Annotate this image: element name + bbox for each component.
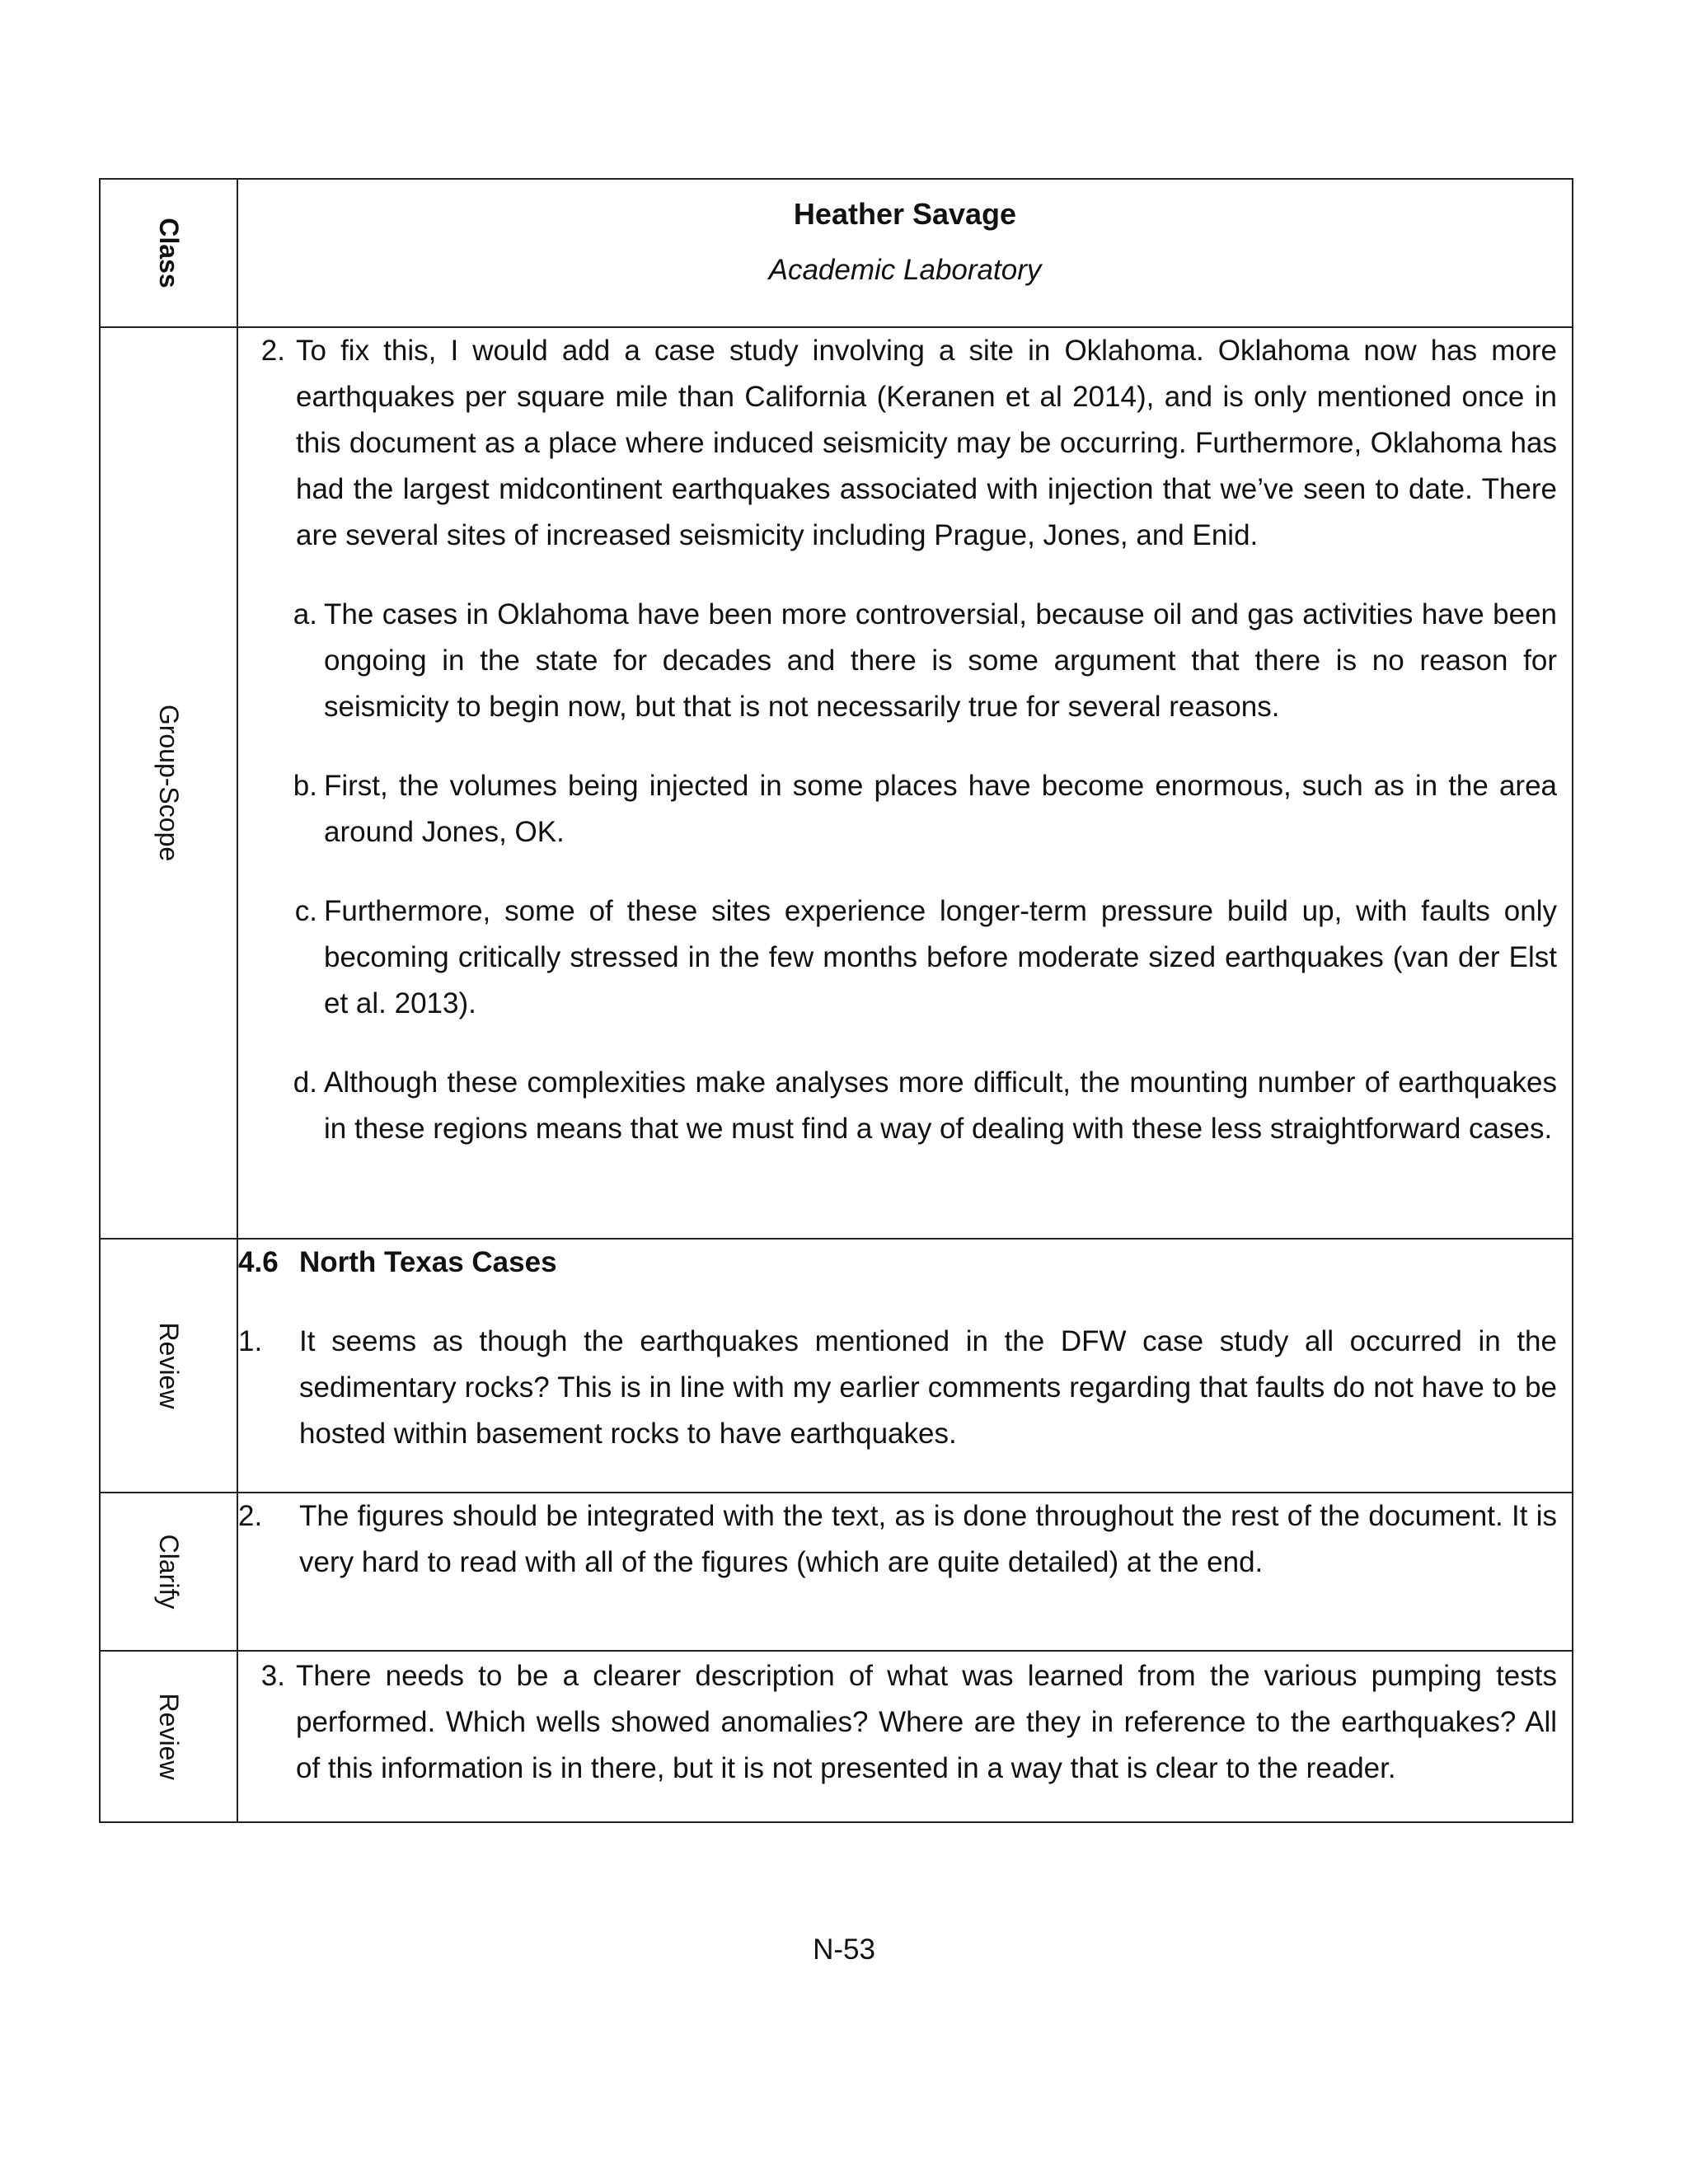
row-label-cell (100, 179, 237, 327)
section-title: North Texas Cases (299, 1246, 557, 1278)
row-label-class: Class (153, 218, 184, 288)
row-label-cell (100, 1493, 237, 1651)
item-text: To fix this, I would add a case study involving a site in Oklahoma. Oklahoma now has more earthquakes per square mile than California (Keranen et al 2014), and is only mentioned once in this document as a place where induced seismicity may be occurring. Furthermore, Oklahoma has had the largest midcontinent earthquakes associated with injection that we’ve seen to date. There are several sites of increased seismicity including Prague, Jones, and Enid. (296, 335, 1557, 551)
item-number: 1. (238, 1325, 263, 1357)
row-label-review: Review (153, 1693, 184, 1780)
comment-content-cell (237, 1239, 1573, 1493)
row-label-review: Review (153, 1322, 184, 1409)
sub-item (286, 888, 1557, 1027)
header-content-cell (237, 179, 1573, 327)
item-text: It seems as though the earthquakes mentioned in the DFW case study all occurred in the sedimentary rocks? This is in line with my earlier comments regarding that faults do not have to be hosted within basement rocks to have earthquakes. (299, 1325, 1557, 1450)
comment-content-cell (237, 327, 1573, 1239)
comment-table (99, 178, 1573, 1823)
sub-item-text: First, the volumes being injected in some places have become enormous, such as in the area around Jones, OK. (324, 770, 1557, 848)
comment-content-cell (237, 1651, 1573, 1822)
row-label-cell (100, 1651, 237, 1822)
sub-item (286, 1060, 1557, 1152)
item-text: The figures should be integrated with the text, as is done throughout the rest of the document. It is very hard to read with all of the figures (which are quite detailed) at the end. (299, 1500, 1557, 1578)
item-number: 2. (238, 1500, 263, 1532)
comment-content-cell (237, 1493, 1573, 1651)
section-number: 4.6 (238, 1246, 279, 1278)
sub-item-letter: a. (293, 598, 317, 630)
comment-item (238, 1319, 1572, 1457)
reviewer-organization: Academic Laboratory (768, 254, 1042, 286)
sub-item (286, 763, 1557, 855)
header-row (100, 179, 1573, 327)
sub-item-text: Furthermore, some of these sites experience longer-term pressure build up, with faults only becoming critically stressed in the few months before moderate sized earthquakes (van der Elst et al. 2013). (324, 895, 1557, 1019)
comment-row-review (100, 1239, 1573, 1493)
item-text: There needs to be a clearer description of what was learned from the various pumping tests performed. Which wells showed anomalies? Where are they in reference to the earthquakes? All of this information is in there, but it is not presented in a way that is clear to the reader. (296, 1660, 1557, 1784)
comment-row-group-scope (100, 327, 1573, 1239)
sub-item-letter: d. (293, 1066, 317, 1099)
sub-item-letter: c. (294, 895, 317, 927)
comment-row-clarify (100, 1493, 1573, 1651)
item-number: 2. (260, 335, 285, 367)
comment-item (238, 1652, 1572, 1792)
sub-item-letter: b. (293, 770, 317, 802)
section-heading (238, 1240, 1572, 1286)
sub-item-list (238, 592, 1572, 1152)
item-number: 3. (260, 1660, 285, 1692)
page-number: N-53 (813, 1933, 875, 1966)
sub-item (286, 592, 1557, 730)
comment-item (238, 328, 1572, 559)
reviewer-name: Heather Savage (793, 197, 1017, 231)
row-label-cell (100, 327, 237, 1239)
row-label-cell (100, 1239, 237, 1493)
row-label-group-scope: Group-Scope (153, 704, 184, 862)
row-label-clarify: Clarify (153, 1534, 184, 1610)
sub-item-text: Although these complexities make analyses more difficult, the mounting number of earthquakes in these regions means that we must find a way of dealing with these less straightforward cases. (324, 1066, 1557, 1145)
sub-item-text: The cases in Oklahoma have been more controversial, because oil and gas activities have been ongoing in the state for decades and there is some argument that there is no reason for seismicity to begin now, but that is not necessarily true for several reasons. (324, 598, 1557, 723)
comment-row-review (100, 1651, 1573, 1822)
comment-item (238, 1493, 1572, 1586)
